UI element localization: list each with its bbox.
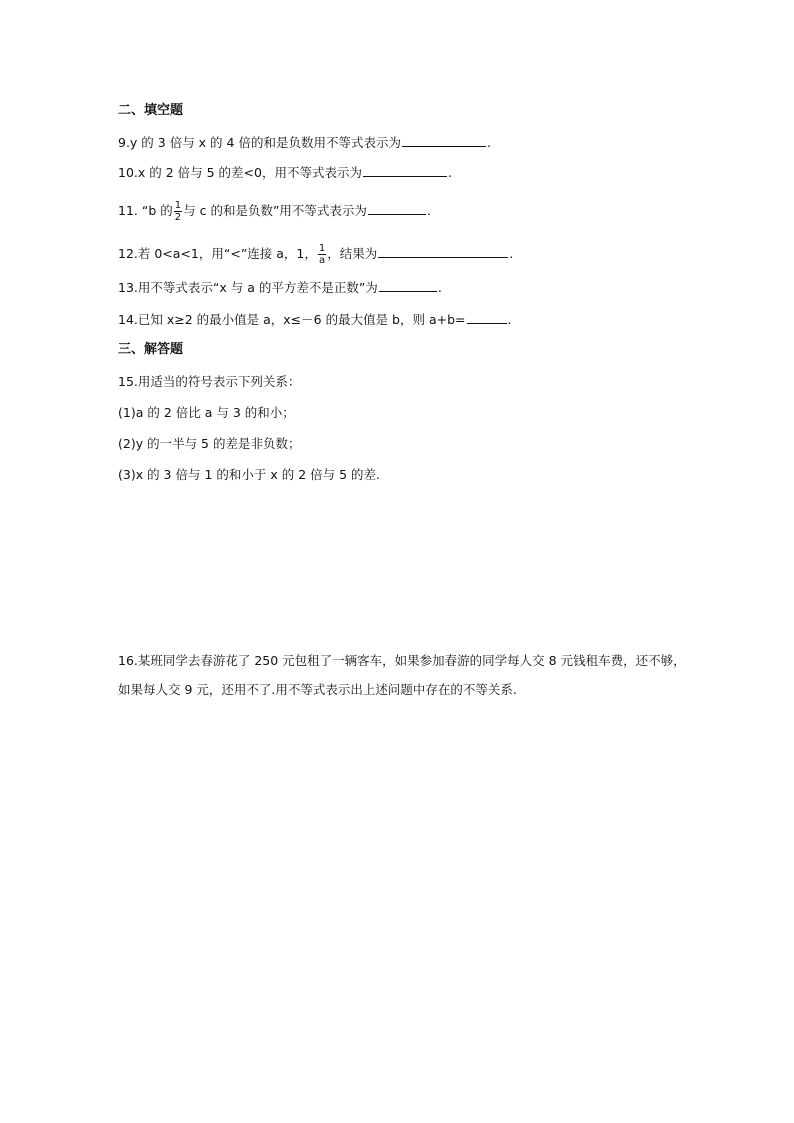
- answer-blank-10[interactable]: [363, 164, 447, 177]
- question-11: [118, 200, 431, 223]
- question-12-post: ，结果为: [327, 246, 378, 261]
- fraction-one-half: [174, 200, 182, 223]
- question-9-text: 9.y 的 3 倍与 x 的 4 倍的和是负数用不等式表示为: [118, 135, 401, 150]
- answer-blank-11[interactable]: [368, 202, 426, 215]
- answer-blank-13[interactable]: [379, 279, 437, 292]
- question-12-pre: 12.若 0<a<1，用“<”连接 a，1，: [118, 246, 317, 261]
- fraction-denominator: 2: [174, 212, 182, 223]
- question-9: [118, 134, 491, 151]
- question-15-part-3: (3)x 的 3 倍与 1 的和小于 x 的 2 倍与 5 的差.: [118, 467, 380, 482]
- question-11-end: .: [426, 203, 431, 218]
- question-13-end: .: [437, 280, 442, 295]
- answer-blank-14[interactable]: [467, 311, 507, 324]
- question-13-text: 13.用不等式表示“x 与 a 的平方差不是正数”为: [118, 280, 378, 295]
- question-14: [118, 311, 512, 328]
- question-12: [118, 243, 513, 266]
- question-10-end: .: [447, 165, 452, 180]
- question-15-part-1: (1)a 的 2 倍比 a 与 3 的和小；: [118, 405, 295, 420]
- question-11-pre: 11. “b 的: [118, 203, 173, 218]
- question-16: 16.某班同学去春游花了 250 元包租了一辆客车，如果参加春游的同学每人交 8 元钱租车费，还不够，如果每人交 9 元，还用不了.用不等式表示出上述问题中存在的不等关系.: [118, 653, 686, 697]
- question-10: [118, 164, 452, 181]
- fraction-denominator: a: [319, 255, 326, 266]
- question-12-end: .: [509, 246, 514, 261]
- section-title-answer: 三、解答题: [118, 342, 184, 357]
- question-9-end: .: [486, 135, 491, 150]
- fraction-one-over-a: [318, 243, 326, 266]
- question-14-text: 14.已知 x≥2 的最小值是 a，x≤－6 的最大值是 b，则 a+b=: [118, 312, 466, 327]
- section-title-fill-in: 二、填空题: [118, 103, 184, 118]
- question-15-part-2: (2)y 的一半与 5 的差是非负数；: [118, 436, 301, 451]
- question-10-text: 10.x 的 2 倍与 5 的差<0，用不等式表示为: [118, 165, 362, 180]
- fraction-numerator: 1: [318, 243, 326, 254]
- answer-blank-12[interactable]: [378, 245, 508, 258]
- question-14-end: .: [507, 312, 512, 327]
- fraction-numerator: 1: [174, 200, 182, 211]
- answer-blank-9[interactable]: [402, 134, 486, 147]
- question-15: 15.用适当的符号表示下列关系：: [118, 374, 301, 389]
- question-11-post: 与 c 的和是负数”用不等式表示为: [183, 203, 367, 218]
- question-13: [118, 279, 442, 296]
